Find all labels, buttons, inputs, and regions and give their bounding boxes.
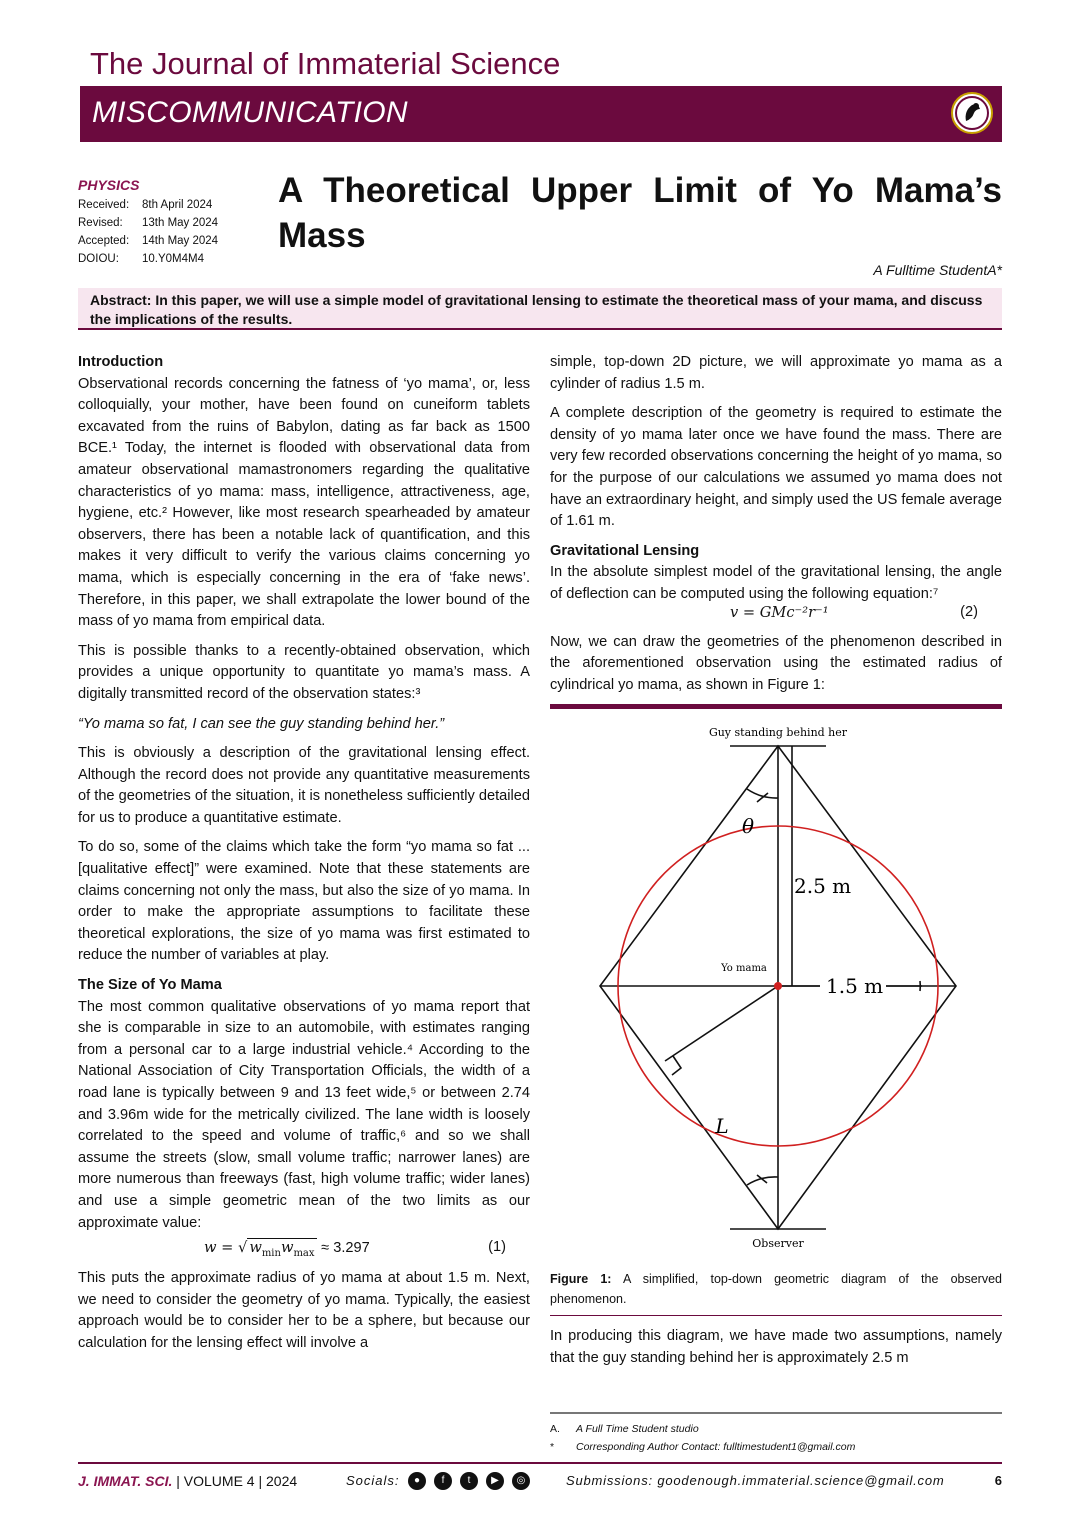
journal-abbrev: J. IMMAT. SCI. [78, 1473, 173, 1489]
label-yo-mama: Yo mama [721, 963, 767, 975]
equation-2: v = GMc⁻²r⁻¹ (2) [550, 600, 1002, 626]
journal-logo-icon [950, 91, 994, 135]
section-heading: The Size of Yo Mama [78, 977, 222, 994]
paragraph: This puts the approximate radius of yo mama at about 1.5 m. Next, we need to consider the geometry of yo mama. Typically, the easiest approach would be to consider her to be a sphere, but because our calculation for the lensing effect will involve a [78, 1270, 530, 1351]
footnotes [550, 1412, 1002, 1456]
paragraph: This is obviously a description of the gravitational lensing effect. Although the record does not provide any quantitative measurements of the geometries of the situation, it is nonetheless sufficiently detailed for us to produce a quantitative estimate. [78, 745, 530, 826]
center-dot [774, 982, 782, 990]
perp-line [665, 986, 778, 1061]
label-guy: Guy standing behind her [708, 726, 848, 740]
paper-title: A Theoretical Upper Limit of Yo Mama’s Mass [278, 171, 1002, 255]
social-icons [408, 1472, 538, 1490]
label-observer: Observer [752, 1237, 804, 1251]
figure-caption: Figure 1: A simplified, top-down geometric diagram of the observed phenomenon. [550, 1269, 1002, 1316]
volume-info: | VOLUME 4 | 2024 [176, 1473, 298, 1489]
paragraph: simple, top-down 2D picture, we will approximate yo mama as a cylinder of radius 1.5 m. [550, 354, 1002, 392]
submissions-contact: Submissions: goodenough.immaterial.science@gmail.com [566, 1473, 945, 1488]
figure-1-diagram [550, 709, 1002, 1269]
bottom-arc [747, 1177, 778, 1185]
abstract: Abstract: In this paper, we will use a simple model of gravitational lensing to estimate the theoretical mass of your mama, and discuss the implications of the results. [78, 288, 1002, 330]
paragraph: To do so, some of the claims which take the form “yo mama so fat ... [qualitative effect]” were examined. Note that these statements are claims concerning not only the mass, but also the size of yo mama. In order to make the appropriate assumptions to facilitate these theoretical explorations, the size of yo mama was first estimated to reduce the number of variables at play. [78, 839, 530, 964]
paragraph: This is possible thanks to a recently-obtained observation, which provides a unique opportunity to quantitate yo mama’s mass. A digitally transmitted record of the observation states:³ [78, 642, 530, 702]
paragraph: In the absolute simplest model of the gravitational lensing, the angle of deflection can be computed using the following equation:⁷ [550, 564, 1002, 602]
journal-title: The Journal of Immaterial Science [90, 46, 561, 81]
equation-number: (2) [960, 603, 978, 620]
right-column [550, 352, 1002, 1378]
section-heading: Introduction [78, 354, 164, 370]
twitter-icon[interactable]: t [460, 1472, 478, 1490]
youtube-icon[interactable]: ▶ [486, 1472, 504, 1490]
section-banner [80, 86, 1002, 142]
label-theta: θ [741, 814, 755, 839]
paragraph: The most common qualitative observations of yo mama report that she is comparable in size to an automobile, with estimates ranging from a personal car to a large industrial vehicle.⁴ According to the National Association of City Transportation Officials, the width of a road lane is typically between 9 and 13 feet wide,⁵ or between 2.74 and 3.96m wide for the metrically civilized. The lane width is loosely correlated to the speed and volume of traffic,⁶ and so we shall assume the streets (slow, small volume traffic; narrower lanes) are more numerous than freeways (fast, high volume traffic; wider lanes) and use a simple geometric mean of the two limits as our approximate value: [78, 998, 530, 1231]
quote: “Yo mama so fat, I can see the guy standing behind her.” [78, 715, 445, 732]
section-heading: Gravitational Lensing [550, 542, 700, 559]
label-radius: 1.5 m [826, 974, 884, 999]
label-height: 2.5 m [794, 874, 852, 899]
meta-row: Received: 8th April 2024 [78, 199, 213, 211]
socials-label: Socials: [346, 1473, 400, 1488]
meta-row: Revised: 13th May 2024 [78, 217, 219, 229]
paragraph: In producing this diagram, we have made two assumptions, namely that the guy standing behind her is approximately 2.5 m [550, 1328, 1002, 1366]
figure-1 [550, 709, 1002, 1269]
page-footer [78, 1462, 1002, 1489]
meta-row: DOIOU: 10.Y0M4M4 [78, 253, 205, 265]
paragraph: Now, we can draw the geometries of the phenomenon described in the aforementioned observation using the estimated radius of cylindrical yo mama, as shown in Figure 1: [550, 633, 1002, 693]
footnote: * Corresponding Author Contact: fulltimestudent1@gmail.com [550, 1441, 856, 1453]
left-column [78, 352, 530, 1363]
article-meta [78, 176, 218, 268]
footnote: A. A Full Time Student studio [550, 1423, 699, 1435]
meta-row: Accepted: 14th May 2024 [78, 235, 219, 247]
author-line: A Fulltime StudentA* [873, 262, 1002, 278]
right-angle-mark [672, 1056, 681, 1075]
subject-label: PHYSICS [78, 177, 140, 193]
equation-number: (1) [488, 1239, 506, 1256]
paragraph: Observational records concerning the fatness of ‘yo mama’, or, less colloquially, your mother, have been found on cuneiform tablets excavated from the ruins of Babylon, dating as far back as 1500 BCE.¹ Today, the internet is flooded with observational data from amateur observational mamastronomers regarding the qualitative characteristics of yo mama: mass, intelligence, attractiveness, age, hygiene, etc.² However, like most research spearheaded by amateur observers, there has been a notable lack of quantification, and this makes it very difficult to verify the various claims concerning yo mama, which is especially concerning in the era of ‘fake news’. Therefore, in this paper, we shall extrapolate the lower bound of the mass of yo mama from empirical data. [78, 375, 530, 630]
page-number: 6 [994, 1473, 1002, 1488]
facebook-icon[interactable]: f [434, 1472, 452, 1490]
reddit-icon[interactable]: ● [408, 1472, 426, 1490]
section-name: MISCOMMUNICATION [92, 96, 408, 129]
label-L: L [715, 1114, 729, 1139]
equation-1: w = √ $w_{min}w_{max} \approx 3.297$ (1) [204, 1239, 506, 1260]
instagram-icon[interactable]: ◎ [512, 1472, 530, 1490]
paragraph: A complete description of the geometry is required to estimate the density of yo mama later once we have found the mass. There are very few recorded observations concerning the height of yo mama, so for the purpose of our calculations we assumed yo mama does not have an extraordinary height, and simply used the US female average of 1.61 m. [550, 405, 1002, 530]
